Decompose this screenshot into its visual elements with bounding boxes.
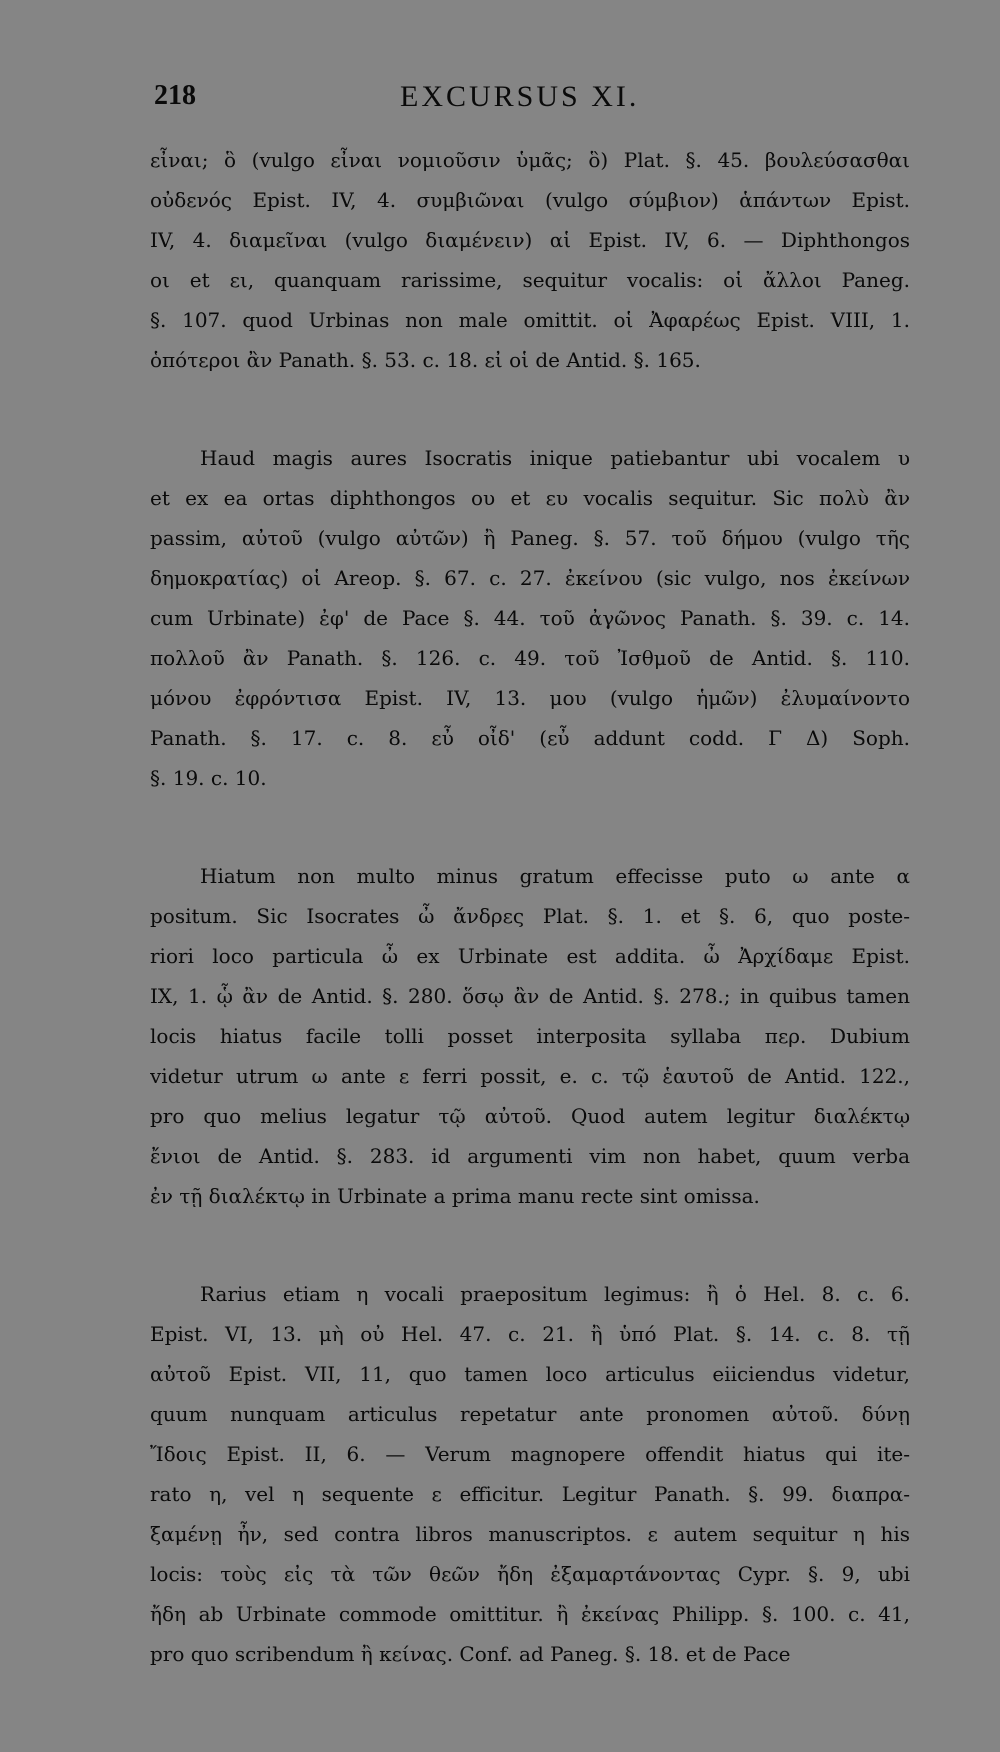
paragraph: [150, 140, 910, 380]
text-line: πολλοῦ ἂν Panath. §. 126. c. 49. τοῦ Ἰσθμοῦ de Antid. §. 110.: [150, 646, 910, 670]
text-line: Epist. VI, 13. μὴ οὐ Hel. 47. c. 21. ἢ ὑπό Plat. §. 14. c. 8. τῇ: [150, 1322, 910, 1346]
paragraph: [150, 1274, 910, 1674]
text-line: Ἴδοις Epist. II, 6. — Verum magnopere offendit hiatus qui ite-: [150, 1442, 910, 1466]
text-line: ἔνιοι de Antid. §. 283. id argumenti vim non habet, quum verba: [150, 1144, 910, 1168]
text-line: οι et ει, quanquam rarissime, sequitur vocalis: οἱ ἄλλοι Paneg.: [150, 268, 910, 292]
text-line: locis hiatus facile tolli posset interposita syllaba περ. Dubium: [150, 1024, 910, 1048]
text-line: Panath. §. 17. c. 8. εὖ οἶδ' (εὖ addunt codd. Γ Δ) Soph.: [150, 726, 910, 750]
text-line: pro quo scribendum ἢ κείνας. Conf. ad Paneg. §. 18. et de Pace: [150, 1642, 791, 1666]
text-line: αὐτοῦ Epist. VII, 11, quo tamen loco articulus eiiciendus videtur,: [150, 1362, 910, 1386]
text-line: cum Urbinate) ἐφ' de Pace §. 44. τοῦ ἀγῶνος Panath. §. 39. c. 14.: [150, 606, 910, 630]
page-header: [150, 80, 890, 120]
text-line: εἶναι; ὃ (vulgo εἶναι νομιοῦσιν ὑμᾶς; ὃ) Plat. §. 45. βουλεύσασθαι: [150, 148, 910, 172]
text-line: locis: τοὺς εἰς τὰ τῶν θεῶν ἤδη ἐξαμαρτάνοντας Cypr. §. 9, ubi: [150, 1562, 910, 1586]
text-line: §. 19. c. 10.: [150, 766, 267, 790]
text-line: ἐν τῇ διαλέκτῳ in Urbinate a prima manu recte sint omissa.: [150, 1184, 760, 1208]
paragraph: [150, 856, 910, 1216]
text-line: §. 107. quod Urbinas non male omittit. οἱ Ἀφαρέως Epist. VIII, 1.: [150, 308, 910, 332]
text-line: οὐδενός Epist. IV, 4. συμβιῶναι (vulgo σύμβιον) ἁπάντων Epist.: [150, 188, 910, 212]
text-line: riori loco particula ὦ ex Urbinate est addita. ὦ Ἀρχίδαμε Epist.: [150, 944, 910, 968]
text-line: IX, 1. ᾧ ἂν de Antid. §. 280. ὅσῳ ἂν de Antid. §. 278.; in quibus tamen: [150, 984, 910, 1008]
text-line: δημοκρατίας) οἱ Areop. §. 67. c. 27. ἐκείνου (sic vulgo, nos ἐκείνων: [150, 566, 910, 590]
text-line: passim, αὐτοῦ (vulgo αὐτῶν) ἢ Paneg. §. 57. τοῦ δήμου (vulgo τῆς: [150, 526, 910, 550]
text-line: IV, 4. διαμεῖναι (vulgo διαμένειν) αἱ Epist. IV, 6. — Diphthongos: [150, 228, 910, 252]
paragraph: [150, 438, 910, 798]
text-line: ἤδη ab Urbinate commode omittitur. ἢ ἐκείνας Philipp. §. 100. c. 41,: [150, 1602, 910, 1626]
text-line: quum nunquam articulus repetatur ante pronomen αὐτοῦ. δύνῃ: [150, 1402, 910, 1426]
body-text: [150, 140, 910, 1732]
text-line: et ex ea ortas diphthongos ου et ευ vocalis sequitur. Sic πολὺ ἂν: [150, 486, 910, 510]
text-line: rato η, vel η sequente ε efficitur. Legitur Panath. §. 99. διαπρα-: [150, 1482, 910, 1506]
text-line: Haud magis aures Isocratis inique patiebantur ubi vocalem υ: [200, 446, 910, 470]
running-title: EXCURSUS XI.: [400, 80, 640, 113]
text-line: Hiatum non multo minus gratum effecisse puto ω ante α: [200, 864, 910, 888]
text-line: Rarius etiam η vocali praepositum legimus: ἢ ὁ Hel. 8. c. 6.: [200, 1282, 910, 1306]
text-line: pro quo melius legatur τῷ αὐτοῦ. Quod autem legitur διαλέκτῳ: [150, 1104, 910, 1128]
page-number: 218: [154, 80, 196, 111]
text-line: videtur utrum ω ante ε ferri possit, e. c. τῷ ἑαυτοῦ de Antid. 122.,: [150, 1064, 910, 1088]
text-line: positum. Sic Isocrates ὦ ἄνδρες Plat. §. 1. et §. 6, quo poste-: [150, 904, 910, 928]
text-line: ὁπότεροι ἂν Panath. §. 53. c. 18. εἰ οἱ de Antid. §. 165.: [150, 348, 701, 372]
text-line: μόνου ἐφρόντισα Epist. IV, 13. μου (vulgo ἡμῶν) ἐλυμαίνοντο: [150, 686, 910, 710]
text-line: ξαμένῃ ἦν, sed contra libros manuscriptos. ε autem sequitur η his: [150, 1522, 910, 1546]
